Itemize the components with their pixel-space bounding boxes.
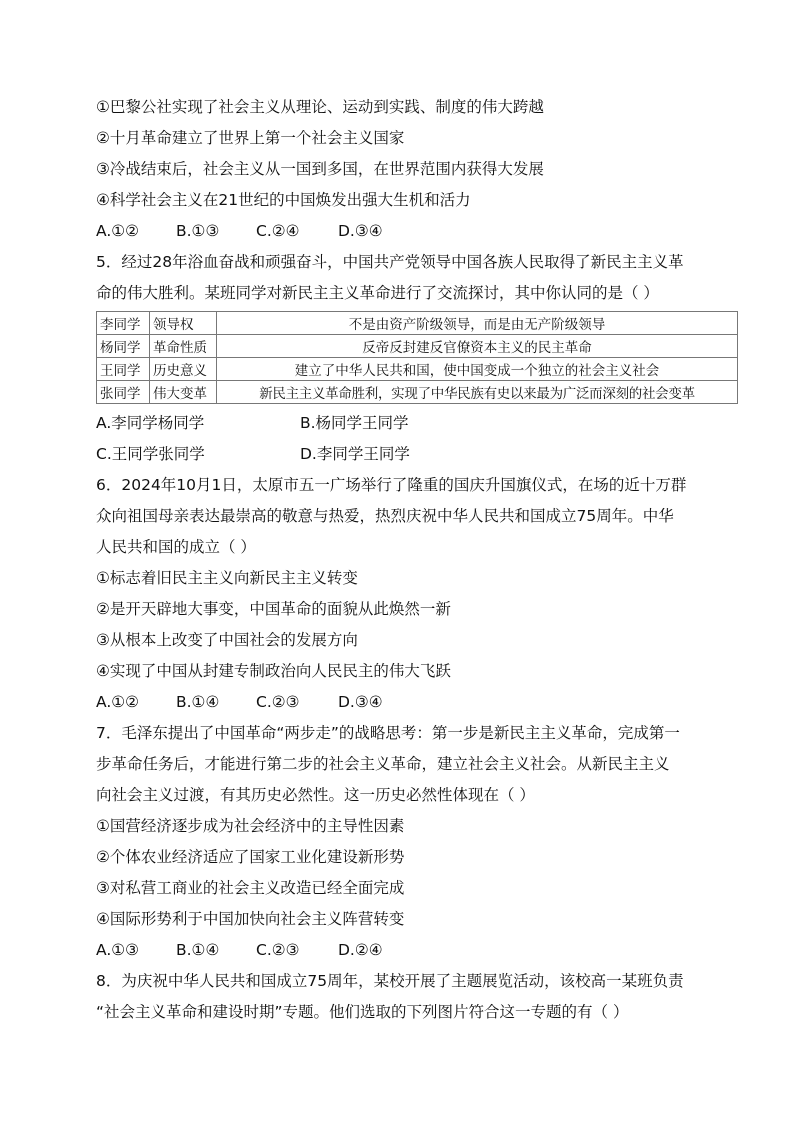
q5-option-c[interactable]: C.王同学张同学 (96, 445, 205, 463)
table-row (97, 381, 738, 404)
q6-option-b[interactable]: B.①④ (176, 693, 220, 711)
table-row (97, 335, 738, 358)
table-cell-topic: 革命性质 (150, 335, 217, 358)
q6-option-d[interactable]: D.③④ (338, 693, 383, 711)
q7-stem-line-3: 向社会主义过渡，有其历史必然性。这一历史必然性体现在（ ） (96, 786, 535, 804)
q6-option-a[interactable]: A.①② (96, 693, 140, 711)
table-cell-view: 不是由资产阶级领导，而是由无产阶级领导 (217, 312, 738, 335)
q7-statement-2: ②个体农业经济适应了国家工业化建设新形势 (96, 848, 405, 866)
table-row (97, 358, 738, 381)
q8-stem-line-1: 8．为庆祝中华人民共和国成立75周年，某校开展了主题展览活动，该校高一某班负责 (96, 972, 684, 990)
table-cell-view: 反帝反封建反官僚资本主义的民主革命 (217, 335, 738, 358)
q7-option-d[interactable]: D.②④ (338, 941, 383, 959)
q4-option-a[interactable]: A.①② (96, 222, 140, 240)
q6-statement-4: ④实现了中国从封建专制政治向人民民主的伟大飞跃 (96, 662, 451, 680)
table-cell-view: 建立了中华人民共和国，使中国变成一个独立的社会主义社会 (217, 358, 738, 381)
q6-stem-line-1: 6．2024年10月1日，太原市五一广场举行了隆重的国庆升国旗仪式，在场的近十万群 (96, 476, 687, 494)
table-cell-view: 新民主主义革命胜利，实现了中华民族有史以来最为广泛而深刻的社会变革 (217, 381, 738, 404)
table-cell-student: 张同学 (97, 381, 150, 404)
q6-statement-1: ①标志着旧民主主义向新民主主义转变 (96, 569, 358, 587)
q6-stem-line-2: 众向祖国母亲表达最崇高的敬意与热爱，热烈庆祝中华人民共和国成立75周年。中华 (96, 507, 674, 525)
q4-option-d[interactable]: D.③④ (338, 222, 383, 240)
q5-stem-line-1: 5．经过28年浴血奋战和顽强奋斗，中国共产党领导中国各族人民取得了新民主主义革 (96, 253, 684, 271)
q7-statement-1: ①国营经济逐步成为社会经济中的主导性因素 (96, 817, 405, 835)
q5-option-b[interactable]: B.杨同学王同学 (300, 414, 409, 432)
q8-stem-line-2: “社会主义革命和建设时期”专题。他们选取的下列图片符合这一专题的有（ ） (96, 1003, 629, 1021)
q4-statement-1: ①巴黎公社实现了社会主义从理论、运动到实践、制度的伟大跨越 (96, 98, 544, 116)
q5-option-a[interactable]: A.李同学杨同学 (96, 414, 205, 432)
table-row (97, 312, 738, 335)
table-cell-student: 王同学 (97, 358, 150, 381)
table-cell-topic: 伟大变革 (150, 381, 217, 404)
table-cell-student: 李同学 (97, 312, 150, 335)
table-cell-topic: 领导权 (150, 312, 217, 335)
q7-stem-line-1: 7．毛泽东提出了中国革命“两步走”的战略思考：第一步是新民主主义革命，完成第一 (96, 724, 680, 742)
q6-statement-2: ②是开天辟地大事变，中国革命的面貌从此焕然一新 (96, 600, 451, 618)
q4-statement-2: ②十月革命建立了世界上第一个社会主义国家 (96, 129, 405, 147)
q6-statement-3: ③从根本上改变了中国社会的发展方向 (96, 631, 358, 649)
q4-option-b[interactable]: B.①③ (176, 222, 220, 240)
q4-statement-4: ④科学社会主义在21世纪的中国焕发出强大生机和活力 (96, 191, 471, 209)
q6-option-c[interactable]: C.②③ (256, 693, 300, 711)
q4-option-c[interactable]: C.②④ (256, 222, 300, 240)
q7-statement-3: ③对私营工商业的社会主义改造已经全面完成 (96, 879, 405, 897)
q7-statement-4: ④国际形势利于中国加快向社会主义阵营转变 (96, 910, 405, 928)
q7-option-c[interactable]: C.②③ (256, 941, 300, 959)
table-cell-topic: 历史意义 (150, 358, 217, 381)
q7-option-b[interactable]: B.①④ (176, 941, 220, 959)
q5-stem-line-2: 命的伟大胜利。某班同学对新民主主义革命进行了交流探讨，其中你认同的是（ ） (96, 284, 659, 302)
q5-option-d[interactable]: D.李同学王同学 (300, 445, 410, 463)
q7-stem-line-2: 步革命任务后，才能进行第二步的社会主义革命，建立社会主义社会。从新民主主义 (96, 755, 670, 773)
q5-opinion-table (96, 311, 738, 404)
q4-statement-3: ③冷战结束后，社会主义从一国到多国，在世界范围内获得大发展 (96, 160, 544, 178)
q7-option-a[interactable]: A.①③ (96, 941, 140, 959)
q6-stem-line-3: 人民共和国的成立（ ） (96, 538, 256, 556)
table-cell-student: 杨同学 (97, 335, 150, 358)
